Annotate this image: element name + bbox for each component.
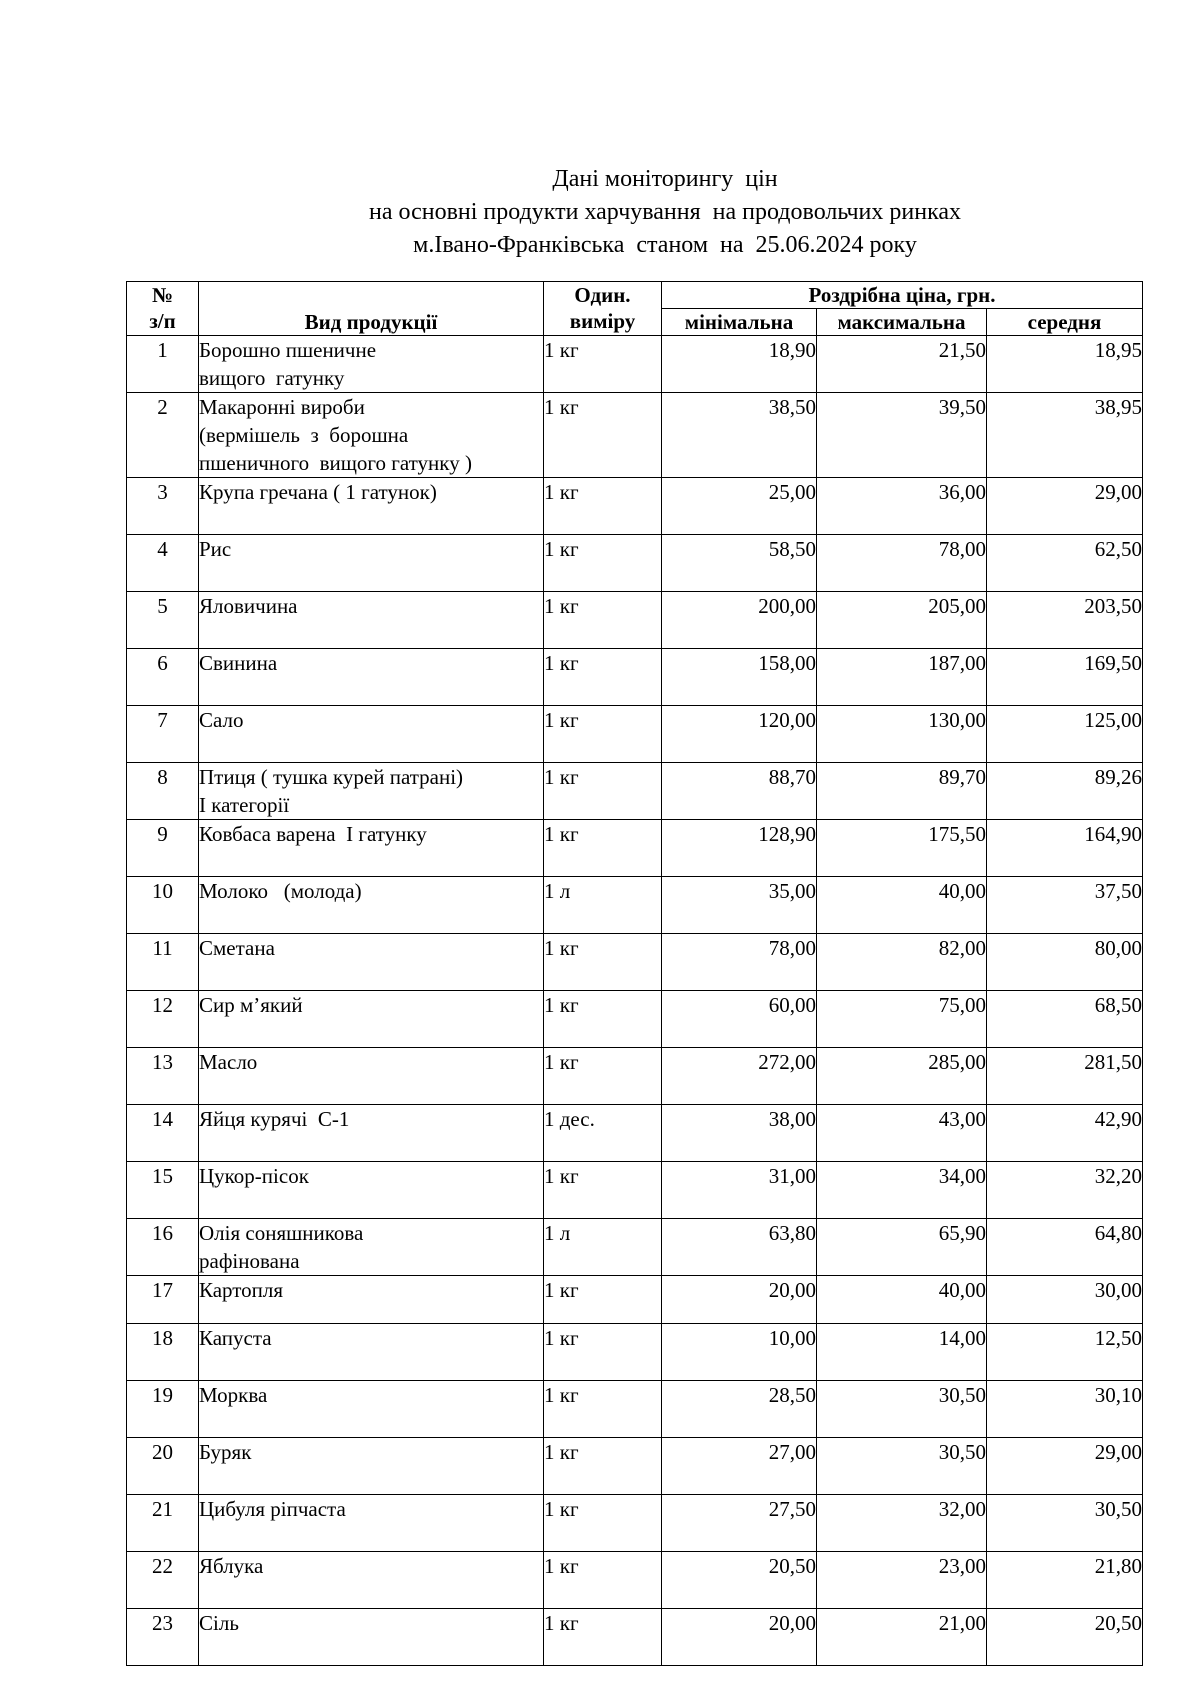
price-avg: 37,50 bbox=[987, 877, 1143, 934]
table-row bbox=[127, 1276, 1143, 1324]
row-number: 1 bbox=[127, 336, 199, 393]
row-number: 8 bbox=[127, 763, 199, 820]
price-avg: 32,20 bbox=[987, 1162, 1143, 1219]
product-name bbox=[199, 336, 544, 393]
table-row bbox=[127, 1552, 1143, 1609]
price-avg: 169,50 bbox=[987, 649, 1143, 706]
price-avg: 68,50 bbox=[987, 991, 1143, 1048]
row-number: 19 bbox=[127, 1381, 199, 1438]
unit-of-measure: 1 кг bbox=[544, 1324, 662, 1381]
price-max: 30,50 bbox=[817, 1381, 987, 1438]
header-product: Вид продукції bbox=[199, 282, 544, 336]
product-name-line: пшеничного вищого гатунку ) bbox=[199, 451, 472, 475]
price-min: 88,70 bbox=[662, 763, 817, 820]
table-row bbox=[127, 1324, 1143, 1381]
product-name bbox=[199, 1219, 544, 1276]
price-avg: 89,26 bbox=[987, 763, 1143, 820]
price-avg: 29,00 bbox=[987, 478, 1143, 535]
table-row bbox=[127, 991, 1143, 1048]
unit-of-measure: 1 кг bbox=[544, 1552, 662, 1609]
unit-of-measure: 1 дес. bbox=[544, 1105, 662, 1162]
price-max: 89,70 bbox=[817, 763, 987, 820]
product-name-line: Сало bbox=[199, 708, 244, 732]
price-max: 32,00 bbox=[817, 1495, 987, 1552]
product-name bbox=[199, 1495, 544, 1552]
title-line-2: на основні продукти харчування на продовольчих ринках bbox=[368, 199, 962, 225]
product-name-line: Буряк bbox=[199, 1440, 252, 1464]
product-name bbox=[199, 1552, 544, 1609]
row-number: 20 bbox=[127, 1438, 199, 1495]
product-name-line: Яйця курячі С-1 bbox=[199, 1107, 350, 1131]
price-min: 63,80 bbox=[662, 1219, 817, 1276]
price-min: 35,00 bbox=[662, 877, 817, 934]
product-name bbox=[199, 393, 544, 478]
table-row bbox=[127, 934, 1143, 991]
price-avg: 29,00 bbox=[987, 1438, 1143, 1495]
table-row bbox=[127, 336, 1143, 393]
table-row bbox=[127, 877, 1143, 934]
table-row bbox=[127, 1609, 1143, 1666]
price-avg: 203,50 bbox=[987, 592, 1143, 649]
price-max: 39,50 bbox=[817, 393, 987, 478]
product-name bbox=[199, 1162, 544, 1219]
price-max: 21,00 bbox=[817, 1609, 987, 1666]
price-min: 58,50 bbox=[662, 535, 817, 592]
product-name-line: І категорії bbox=[199, 793, 290, 817]
price-max: 65,90 bbox=[817, 1219, 987, 1276]
header-number bbox=[127, 282, 199, 336]
product-name-line: Сир м’який bbox=[199, 993, 303, 1017]
table-row bbox=[127, 649, 1143, 706]
product-name bbox=[199, 1609, 544, 1666]
product-name-line: Яблука bbox=[199, 1554, 264, 1578]
product-name-line: Масло bbox=[199, 1050, 258, 1074]
price-max: 205,00 bbox=[817, 592, 987, 649]
table-row bbox=[127, 1048, 1143, 1105]
price-avg: 30,10 bbox=[987, 1381, 1143, 1438]
price-min: 60,00 bbox=[662, 991, 817, 1048]
row-number: 21 bbox=[127, 1495, 199, 1552]
price-max: 21,50 bbox=[817, 336, 987, 393]
row-number: 23 bbox=[127, 1609, 199, 1666]
price-min: 200,00 bbox=[662, 592, 817, 649]
price-avg: 21,80 bbox=[987, 1552, 1143, 1609]
unit-of-measure: 1 кг bbox=[544, 478, 662, 535]
unit-of-measure: 1 кг bbox=[544, 820, 662, 877]
price-avg: 125,00 bbox=[987, 706, 1143, 763]
product-name bbox=[199, 1381, 544, 1438]
price-min: 18,90 bbox=[662, 336, 817, 393]
row-number: 4 bbox=[127, 535, 199, 592]
product-name-line: Сіль bbox=[199, 1611, 239, 1635]
unit-of-measure: 1 кг bbox=[544, 1162, 662, 1219]
unit-of-measure: 1 кг bbox=[544, 706, 662, 763]
price-max: 40,00 bbox=[817, 1276, 987, 1324]
product-name-line: Олія соняшникова bbox=[199, 1221, 364, 1245]
product-name-line: рафінована bbox=[199, 1249, 300, 1273]
document-title bbox=[0, 163, 1200, 262]
price-max: 75,00 bbox=[817, 991, 987, 1048]
unit-of-measure: 1 кг bbox=[544, 1048, 662, 1105]
price-max: 23,00 bbox=[817, 1552, 987, 1609]
table-row bbox=[127, 592, 1143, 649]
price-min: 27,00 bbox=[662, 1438, 817, 1495]
price-max: 285,00 bbox=[817, 1048, 987, 1105]
product-name-line: Рис bbox=[199, 537, 232, 561]
price-max: 78,00 bbox=[817, 535, 987, 592]
price-min: 25,00 bbox=[662, 478, 817, 535]
row-number: 9 bbox=[127, 820, 199, 877]
row-number: 15 bbox=[127, 1162, 199, 1219]
price-table bbox=[126, 281, 1143, 1666]
price-table-body bbox=[127, 336, 1143, 1666]
price-avg: 30,00 bbox=[987, 1276, 1143, 1324]
product-name bbox=[199, 763, 544, 820]
product-name bbox=[199, 1048, 544, 1105]
title-line-3: м.Івано-Франківська станом на 25.06.2024 року bbox=[413, 232, 917, 258]
product-name bbox=[199, 1324, 544, 1381]
price-min: 120,00 bbox=[662, 706, 817, 763]
product-name bbox=[199, 877, 544, 934]
row-number: 17 bbox=[127, 1276, 199, 1324]
product-name-line: Цукор-пісок bbox=[199, 1164, 309, 1188]
unit-of-measure: 1 л bbox=[544, 877, 662, 934]
unit-of-measure: 1 кг bbox=[544, 1381, 662, 1438]
price-min: 38,00 bbox=[662, 1105, 817, 1162]
price-min: 272,00 bbox=[662, 1048, 817, 1105]
product-name-line: Птиця ( тушка курей патрані) bbox=[199, 765, 464, 789]
unit-of-measure: 1 кг bbox=[544, 393, 662, 478]
header-avg: середня bbox=[987, 309, 1143, 336]
product-name-line: вищого гатунку bbox=[199, 366, 345, 390]
price-min: 158,00 bbox=[662, 649, 817, 706]
product-name-line: (вермішель з борошна bbox=[199, 423, 409, 447]
price-avg: 20,50 bbox=[987, 1609, 1143, 1666]
price-max: 30,50 bbox=[817, 1438, 987, 1495]
row-number: 13 bbox=[127, 1048, 199, 1105]
table-row bbox=[127, 1219, 1143, 1276]
product-name bbox=[199, 1438, 544, 1495]
header-unit-line-1: Один. bbox=[574, 283, 631, 307]
product-name bbox=[199, 706, 544, 763]
row-number: 10 bbox=[127, 877, 199, 934]
product-name-line: Свинина bbox=[199, 651, 278, 675]
unit-of-measure: 1 кг bbox=[544, 1276, 662, 1324]
header-unit bbox=[544, 282, 662, 336]
unit-of-measure: 1 кг bbox=[544, 763, 662, 820]
table-row bbox=[127, 535, 1143, 592]
header-max: максимальна bbox=[817, 309, 987, 336]
price-min: 27,50 bbox=[662, 1495, 817, 1552]
row-number: 3 bbox=[127, 478, 199, 535]
title-line-1: Дані моніторингу цін bbox=[552, 166, 778, 192]
product-name bbox=[199, 1276, 544, 1324]
price-max: 34,00 bbox=[817, 1162, 987, 1219]
table-row bbox=[127, 1381, 1143, 1438]
product-name bbox=[199, 991, 544, 1048]
table-row bbox=[127, 1105, 1143, 1162]
product-name-line: Крупа гречана ( 1 гатунок) bbox=[199, 480, 437, 504]
price-min: 128,90 bbox=[662, 820, 817, 877]
price-min: 20,00 bbox=[662, 1609, 817, 1666]
price-avg: 12,50 bbox=[987, 1324, 1143, 1381]
price-min: 10,00 bbox=[662, 1324, 817, 1381]
product-name-line: Ковбаса варена І гатунку bbox=[199, 822, 427, 846]
header-min: мінімальна bbox=[662, 309, 817, 336]
row-number: 5 bbox=[127, 592, 199, 649]
price-avg: 281,50 bbox=[987, 1048, 1143, 1105]
unit-of-measure: 1 кг bbox=[544, 649, 662, 706]
product-name bbox=[199, 478, 544, 535]
table-row bbox=[127, 763, 1143, 820]
product-name bbox=[199, 649, 544, 706]
price-avg: 18,95 bbox=[987, 336, 1143, 393]
table-row bbox=[127, 820, 1143, 877]
price-max: 175,50 bbox=[817, 820, 987, 877]
unit-of-measure: 1 кг bbox=[544, 1495, 662, 1552]
header-number-line-2: з/п bbox=[149, 309, 176, 333]
row-number: 7 bbox=[127, 706, 199, 763]
price-avg: 164,90 bbox=[987, 820, 1143, 877]
price-min: 31,00 bbox=[662, 1162, 817, 1219]
row-number: 18 bbox=[127, 1324, 199, 1381]
product-name bbox=[199, 535, 544, 592]
price-max: 130,00 bbox=[817, 706, 987, 763]
price-min: 38,50 bbox=[662, 393, 817, 478]
table-row bbox=[127, 1438, 1143, 1495]
unit-of-measure: 1 л bbox=[544, 1219, 662, 1276]
table-row bbox=[127, 1162, 1143, 1219]
table-row bbox=[127, 1495, 1143, 1552]
price-avg: 80,00 bbox=[987, 934, 1143, 991]
row-number: 2 bbox=[127, 393, 199, 478]
product-name bbox=[199, 934, 544, 991]
product-name-line: Молоко (молода) bbox=[199, 879, 362, 903]
product-name-line: Яловичина bbox=[199, 594, 298, 618]
row-number: 22 bbox=[127, 1552, 199, 1609]
product-name-line: Цибуля ріпчаста bbox=[199, 1497, 346, 1521]
row-number: 12 bbox=[127, 991, 199, 1048]
table-row bbox=[127, 706, 1143, 763]
row-number: 6 bbox=[127, 649, 199, 706]
unit-of-measure: 1 кг bbox=[544, 1609, 662, 1666]
product-name-line: Сметана bbox=[199, 936, 275, 960]
product-name-line: Макаронні вироби bbox=[199, 395, 365, 419]
price-max: 43,00 bbox=[817, 1105, 987, 1162]
price-min: 78,00 bbox=[662, 934, 817, 991]
price-avg: 38,95 bbox=[987, 393, 1143, 478]
unit-of-measure: 1 кг bbox=[544, 1438, 662, 1495]
price-max: 36,00 bbox=[817, 478, 987, 535]
row-number: 14 bbox=[127, 1105, 199, 1162]
table-row bbox=[127, 393, 1143, 478]
unit-of-measure: 1 кг bbox=[544, 336, 662, 393]
price-min: 20,50 bbox=[662, 1552, 817, 1609]
price-max: 187,00 bbox=[817, 649, 987, 706]
price-max: 40,00 bbox=[817, 877, 987, 934]
price-max: 14,00 bbox=[817, 1324, 987, 1381]
price-avg: 42,90 bbox=[987, 1105, 1143, 1162]
price-min: 20,00 bbox=[662, 1276, 817, 1324]
product-name-line: Морква bbox=[199, 1383, 268, 1407]
product-name bbox=[199, 592, 544, 649]
unit-of-measure: 1 кг bbox=[544, 592, 662, 649]
product-name-line: Капуста bbox=[199, 1326, 272, 1350]
unit-of-measure: 1 кг bbox=[544, 535, 662, 592]
header-number-line-1: № bbox=[151, 283, 174, 307]
row-number: 11 bbox=[127, 934, 199, 991]
product-name-line: Картопля bbox=[199, 1278, 284, 1302]
product-name-line: Борошно пшеничне bbox=[199, 338, 377, 362]
price-max: 82,00 bbox=[817, 934, 987, 991]
price-avg: 64,80 bbox=[987, 1219, 1143, 1276]
row-number: 16 bbox=[127, 1219, 199, 1276]
header-retail-price: Роздрібна ціна, грн. bbox=[662, 282, 1143, 309]
price-avg: 30,50 bbox=[987, 1495, 1143, 1552]
price-min: 28,50 bbox=[662, 1381, 817, 1438]
product-name bbox=[199, 820, 544, 877]
header-unit-line-2: виміру bbox=[569, 309, 636, 333]
unit-of-measure: 1 кг bbox=[544, 991, 662, 1048]
table-row bbox=[127, 478, 1143, 535]
price-table-header bbox=[127, 282, 1143, 336]
unit-of-measure: 1 кг bbox=[544, 934, 662, 991]
product-name bbox=[199, 1105, 544, 1162]
price-avg: 62,50 bbox=[987, 535, 1143, 592]
